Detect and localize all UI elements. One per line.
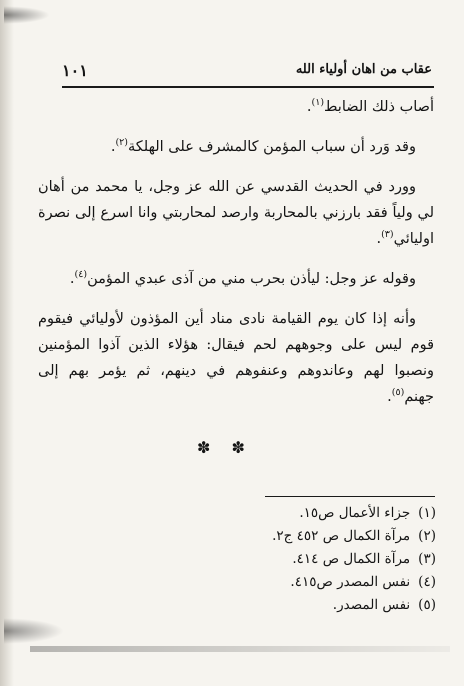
footnote-list: [150, 502, 436, 617]
paragraph-5: [38, 306, 434, 410]
footnote-marker: (١): [418, 505, 436, 521]
paragraph-end: .: [110, 139, 116, 155]
footnote-ref: (٥): [391, 387, 405, 399]
header-title: عقاب من اهان أولياء الله: [295, 62, 432, 77]
paragraph-end: .: [376, 231, 382, 247]
footnote-ref: (٤): [74, 269, 88, 281]
paragraph-4: [38, 266, 434, 292]
section-ornament: ✽ ✽: [197, 438, 253, 457]
footnote-marker: (٢): [418, 528, 436, 544]
scan-smudge-bottom-left: [4, 618, 64, 644]
footnote-item: [150, 594, 436, 617]
scan-smudge-bottom: [30, 646, 450, 652]
scan-smudge-top: [4, 6, 50, 24]
footnote-item: [150, 571, 436, 594]
paragraph-text: وقد وَرد أن سباب المؤمن كالمشرف على الهلكة: [127, 139, 416, 155]
paragraph-text: وقوله عز وجل: ليأذن بحرب مني من آذى عبدي المؤمن: [87, 271, 416, 287]
footnote-rule: [265, 496, 435, 497]
paragraph-1: [38, 94, 434, 120]
paragraph-end: .: [306, 99, 312, 115]
footnote-text: جزاء الأعمال ص١٥.: [299, 505, 411, 521]
body-text: [38, 94, 434, 424]
paragraph-text: وأنه إذا كان يوم القيامة نادى مناد أين المؤذون لأوليائي فيقوم قوم ليس على وجوههم لحم فيقال: هؤلاء الذين آذوا المؤمنين ونصبوا لهم وعاندوهم وعنفوهم في دينهم، ثم يؤمر بهم إلى جهنم: [38, 311, 434, 405]
footnote-marker: (٥): [418, 597, 436, 613]
paragraph-2: [38, 134, 434, 160]
paragraph-end: .: [387, 389, 392, 405]
paragraph-text: وورد في الحديث القدسي عن الله عز وجل، يا محمد من أهان لي ولياً فقد بارزني بالمحاربة وارصد لمحاربتي وانا اسرع إلى نصرة اوليائي: [38, 179, 434, 247]
footnote-text: مرآة الكمال ص ٤١٤.: [292, 551, 411, 567]
footnote-text: نفس المصدر.: [332, 597, 411, 613]
page-number: ١٠١: [62, 61, 88, 80]
footnote-ref: (٢): [115, 137, 128, 149]
footnote-text: مرآة الكمال ص ٤٥٢ ج٢.: [272, 528, 411, 544]
footnote-marker: (٣): [418, 551, 436, 567]
paragraph-text: أصاب ذلك الضابط: [324, 99, 434, 115]
footnote-item: [150, 502, 436, 525]
paragraph-end: .: [69, 271, 75, 287]
running-header: [62, 62, 432, 84]
paragraph-3: [38, 174, 434, 252]
footnote-text: نفس المصدر ص٤١٥.: [290, 574, 411, 590]
footnote-item: [150, 525, 436, 548]
footnote-ref: (١): [311, 97, 325, 109]
footnote-item: [150, 548, 436, 571]
footnote-ref: (٣): [381, 229, 394, 241]
header-rule: [62, 86, 434, 88]
footnote-marker: (٤): [418, 574, 436, 590]
page-edge-shadow: [0, 0, 14, 686]
